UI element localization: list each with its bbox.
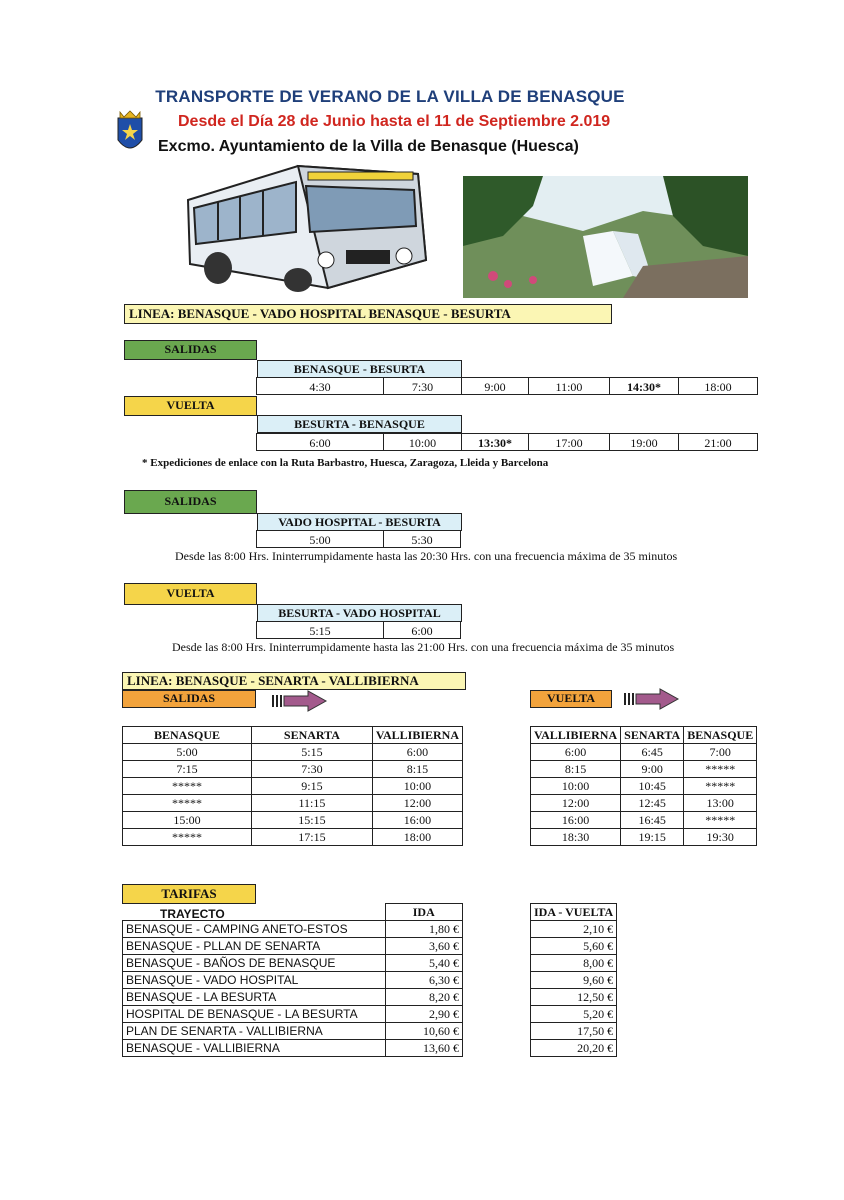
price-cell: 5,60 €: [531, 938, 617, 955]
price-cell: 10,60 €: [385, 1023, 463, 1040]
table-cell: 12:45: [621, 795, 684, 812]
line1-salidas-times: [257, 377, 758, 395]
line2-title: [122, 672, 466, 690]
table-cell: 10:45: [621, 778, 684, 795]
trayecto-cell: BENASQUE - LA BESURTA: [123, 989, 386, 1006]
column-header: SENARTA: [252, 727, 373, 744]
table-row: [123, 921, 463, 938]
table-row: [531, 761, 757, 778]
table-cell: 8:15: [531, 761, 621, 778]
connection-note: * Expediciones de enlace con la Ruta Barbastro, Huesca, Zaragoza, Lleida y Barcelona: [142, 457, 549, 469]
column-header: VALLIBIERNA: [531, 727, 621, 744]
column-header: SENARTA: [621, 727, 684, 744]
table-row: [123, 829, 463, 846]
table-cell: 7:30: [252, 761, 373, 778]
line1-salidas-label: SALIDAS: [124, 340, 257, 360]
price-cell: 5,20 €: [531, 1006, 617, 1023]
table-row: [123, 744, 463, 761]
time-cell: 5:00: [256, 530, 384, 548]
trayecto-cell: BENASQUE - BAÑOS DE BENASQUE: [123, 955, 386, 972]
time-cell: 13:30*: [461, 433, 529, 451]
table-cell: 15:15: [252, 812, 373, 829]
table-cell: 16:00: [372, 812, 462, 829]
time-cell: 6:00: [256, 433, 384, 451]
table-row: [123, 989, 463, 1006]
table-cell: 5:15: [252, 744, 373, 761]
trayecto-cell: PLAN DE SENARTA - VALLIBIERNA: [123, 1023, 386, 1040]
table-cell: 8:15: [372, 761, 462, 778]
column-header: IDA: [385, 904, 463, 921]
line1-vuelta-times: [257, 433, 758, 451]
price-cell: 20,20 €: [531, 1040, 617, 1057]
time-cell: 17:00: [528, 433, 610, 451]
vado-salidas-label: SALIDAS: [124, 490, 257, 514]
price-cell: 13,60 €: [385, 1040, 463, 1057]
table-row: [531, 972, 617, 989]
table-row: [531, 829, 757, 846]
table-header-row: [531, 727, 757, 744]
time-cell: 14:30*: [609, 377, 679, 395]
table-cell: *****: [123, 795, 252, 812]
table-cell: 19:15: [621, 829, 684, 846]
table-cell: 6:00: [372, 744, 462, 761]
table-row: [123, 972, 463, 989]
trayecto-cell: BENASQUE - VALLIBIERNA: [123, 1040, 386, 1057]
tarifas-table: [122, 903, 463, 1057]
table-row: [123, 778, 463, 795]
table-header-row: [531, 904, 617, 921]
table-cell: *****: [123, 778, 252, 795]
table-row: [531, 921, 617, 938]
vado-salidas-times: [257, 530, 461, 548]
table-row: [531, 795, 757, 812]
table-cell: *****: [123, 829, 252, 846]
line2-vuelta-label: VUELTA: [530, 690, 612, 708]
price-cell: 8,00 €: [531, 955, 617, 972]
line1-title-text: LINEA: BENASQUE - VADO HOSPITAL BENASQUE - BESURTA: [129, 306, 511, 321]
table-cell: 18:30: [531, 829, 621, 846]
time-cell: 18:00: [678, 377, 758, 395]
table-cell: 7:15: [123, 761, 252, 778]
table-cell: 15:00: [123, 812, 252, 829]
price-cell: 12,50 €: [531, 989, 617, 1006]
vado-salidas-route: VADO HOSPITAL - BESURTA: [257, 513, 462, 531]
vado-salidas-frequency: Desde las 8:00 Hrs. Ininterrumpidamente hasta las 20:30 Hrs. con una frecuencia máxima de 35 minutos: [175, 549, 678, 563]
trayecto-cell: HOSPITAL DE BENASQUE - LA BESURTA: [123, 1006, 386, 1023]
table-cell: 6:45: [621, 744, 684, 761]
column-header: BENASQUE: [684, 727, 757, 744]
line2-vuelta-table: [530, 726, 757, 846]
time-cell: 5:15: [256, 621, 384, 639]
table-row: [123, 1040, 463, 1057]
table-row: [531, 744, 757, 761]
table-cell: 10:00: [531, 778, 621, 795]
table-row: [123, 1023, 463, 1040]
tarifas-label: TARIFAS: [122, 884, 256, 904]
line2-salidas-label: SALIDAS: [122, 690, 256, 708]
page-title: TRANSPORTE DE VERANO DE LA VILLA DE BENASQUE: [155, 87, 625, 106]
right-arrow-icon: [272, 690, 328, 717]
price-cell: 2,10 €: [531, 921, 617, 938]
table-row: [531, 938, 617, 955]
trayecto-cell: BENASQUE - PLLAN DE SENARTA: [123, 938, 386, 955]
trayecto-header: TRAYECTO: [160, 907, 225, 921]
table-cell: 10:00: [372, 778, 462, 795]
price-cell: 2,90 €: [385, 1006, 463, 1023]
line1-vuelta-label: VUELTA: [124, 396, 257, 416]
line1-vuelta-route: BESURTA - BENASQUE: [257, 415, 462, 433]
table-cell: 9:00: [621, 761, 684, 778]
table-cell: *****: [684, 812, 757, 829]
trayecto-cell: BENASQUE - VADO HOSPITAL: [123, 972, 386, 989]
table-row: [123, 1006, 463, 1023]
line2-salidas-table: [122, 726, 463, 846]
column-header: BENASQUE: [123, 727, 252, 744]
table-row: [531, 1040, 617, 1057]
table-row: [123, 795, 463, 812]
price-cell: 17,50 €: [531, 1023, 617, 1040]
table-cell: 13:00: [684, 795, 757, 812]
line1-salidas-route: BENASQUE - BESURTA: [257, 360, 462, 378]
price-cell: 3,60 €: [385, 938, 463, 955]
table-cell: 9:15: [252, 778, 373, 795]
table-cell: 16:00: [531, 812, 621, 829]
time-cell: 11:00: [528, 377, 610, 395]
price-cell: 1,80 €: [385, 921, 463, 938]
line1-title: [124, 304, 612, 324]
waterfall-photo: [463, 176, 748, 298]
time-cell: 19:00: [609, 433, 679, 451]
time-cell: 4:30: [256, 377, 384, 395]
right-arrow-icon: [624, 688, 680, 715]
table-row: [531, 1023, 617, 1040]
line2-title-text: LINEA: BENASQUE - SENARTA - VALLIBIERNA: [127, 673, 419, 688]
vado-vuelta-route: BESURTA - VADO HOSPITAL: [257, 604, 462, 622]
time-cell: 21:00: [678, 433, 758, 451]
table-row: [531, 778, 757, 795]
table-header-row: [123, 727, 463, 744]
coat-of-arms-icon: [112, 110, 148, 158]
table-cell: 12:00: [531, 795, 621, 812]
table-row: [123, 955, 463, 972]
price-cell: 9,60 €: [531, 972, 617, 989]
column-header: VALLIBIERNA: [372, 727, 462, 744]
table-cell: 5:00: [123, 744, 252, 761]
spacer-cell: [123, 904, 386, 921]
table-header-row: [123, 904, 463, 921]
table-row: [123, 938, 463, 955]
table-row: [531, 955, 617, 972]
table-cell: 6:00: [531, 744, 621, 761]
table-cell: 16:45: [621, 812, 684, 829]
price-cell: 5,40 €: [385, 955, 463, 972]
price-cell: 8,20 €: [385, 989, 463, 1006]
table-row: [123, 812, 463, 829]
time-cell: 5:30: [383, 530, 461, 548]
time-cell: 7:30: [383, 377, 462, 395]
table-row: [531, 1006, 617, 1023]
price-cell: 6,30 €: [385, 972, 463, 989]
table-cell: *****: [684, 778, 757, 795]
organization-name: Excmo. Ayuntamiento de la Villa de Benasque (Huesca): [158, 138, 579, 155]
table-cell: 12:00: [372, 795, 462, 812]
vado-vuelta-frequency: Desde las 8:00 Hrs. Ininterrumpidamente hasta las 21:00 Hrs. con una frecuencia máxima de 35 minutos: [172, 640, 675, 654]
column-header: IDA - VUELTA: [531, 904, 617, 921]
vado-vuelta-label: VUELTA: [124, 583, 257, 605]
tarifas-ida-vuelta-table: [530, 903, 617, 1057]
table-row: [531, 989, 617, 1006]
vado-vuelta-times: [257, 621, 461, 639]
table-cell: 7:00: [684, 744, 757, 761]
bus-illustration: [178, 160, 434, 295]
table-cell: 11:15: [252, 795, 373, 812]
time-cell: 6:00: [383, 621, 461, 639]
time-cell: 10:00: [383, 433, 462, 451]
table-cell: 18:00: [372, 829, 462, 846]
table-cell: 17:15: [252, 829, 373, 846]
table-row: [123, 761, 463, 778]
date-range: Desde el Día 28 de Junio hasta el 11 de Septiembre 2.019: [178, 113, 611, 130]
trayecto-cell: BENASQUE - CAMPING ANETO-ESTOS: [123, 921, 386, 938]
time-cell: 9:00: [461, 377, 529, 395]
table-cell: 19:30: [684, 829, 757, 846]
table-row: [531, 812, 757, 829]
table-cell: *****: [684, 761, 757, 778]
